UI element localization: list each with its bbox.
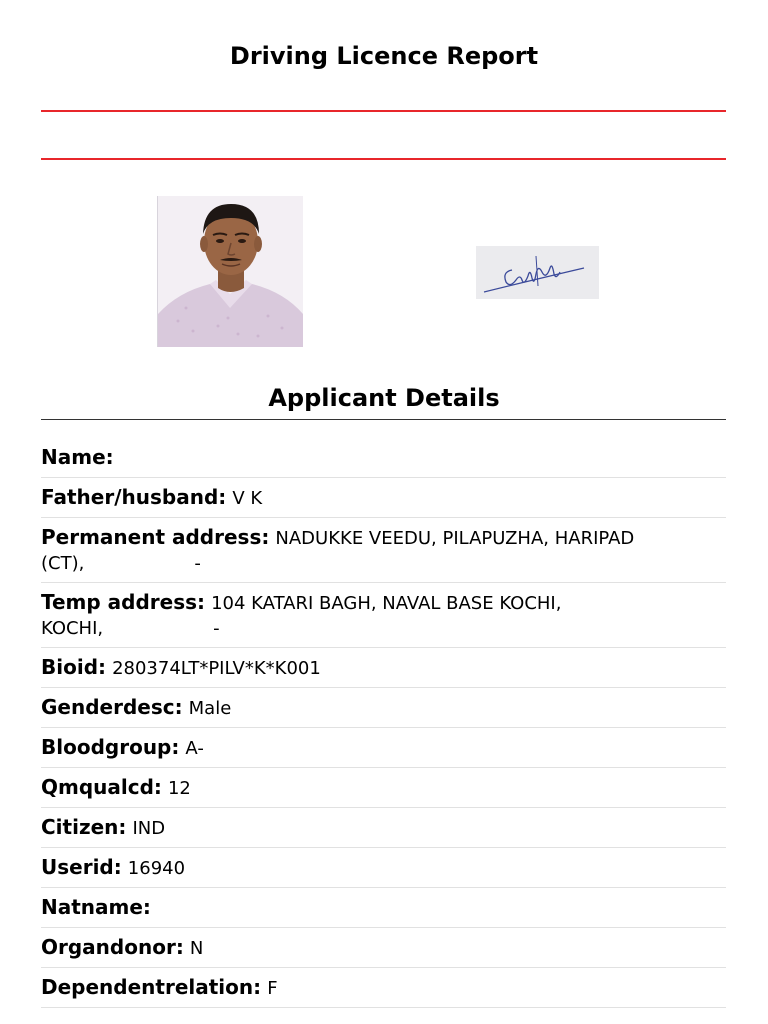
- detail-value-line2: (CT),: [41, 553, 85, 574]
- detail-label: Genderdesc:: [41, 695, 183, 719]
- detail-value: 104 KATARI BAGH, NAVAL BASE KOCHI,: [211, 593, 562, 614]
- detail-value-line2: KOCHI,: [41, 618, 104, 639]
- detail-label: Qmqualcd:: [41, 775, 162, 799]
- section-divider: [41, 419, 726, 420]
- detail-value: F: [267, 978, 278, 999]
- page-title: Driving Licence Report: [229, 42, 539, 70]
- detail-row-bloodgroup: [41, 728, 726, 768]
- detail-label: Bloodgroup:: [41, 735, 180, 759]
- detail-value: 12: [167, 778, 191, 799]
- applicant-photo: [157, 196, 303, 347]
- detail-row-genderdesc: [41, 688, 726, 728]
- detail-value: V K: [232, 488, 263, 509]
- detail-row-natname: [41, 888, 726, 928]
- detail-label: Permanent address:: [41, 525, 270, 549]
- detail-value: N: [189, 938, 204, 959]
- detail-row-bioid: [41, 648, 726, 688]
- detail-label: Dependentrelation:: [41, 975, 262, 999]
- detail-row-citizen: [41, 808, 726, 848]
- detail-row-name: [41, 438, 726, 478]
- detail-label: Temp address:: [41, 590, 206, 614]
- applicant-details-list: [41, 438, 726, 1008]
- header-rule-top: [41, 110, 726, 112]
- detail-row-userid: [41, 848, 726, 888]
- detail-row-qmqualcd: [41, 768, 726, 808]
- detail-row-permanent-address: [41, 518, 726, 583]
- detail-label: Bioid:: [41, 655, 107, 679]
- detail-row-temp-address: [41, 583, 726, 648]
- detail-row-organdonor: [41, 928, 726, 968]
- detail-row-dependentrelation: [41, 968, 726, 1008]
- detail-value: NADUKKE VEEDU, PILAPUZHA, HARIPAD: [275, 528, 635, 549]
- detail-value: A-: [185, 738, 204, 759]
- detail-value: 16940: [127, 858, 186, 879]
- detail-value: IND: [132, 818, 166, 839]
- detail-label: Citizen:: [41, 815, 127, 839]
- detail-label: Userid:: [41, 855, 122, 879]
- detail-label: Organdonor:: [41, 935, 184, 959]
- detail-value: Male: [188, 698, 232, 719]
- detail-label: Name:: [41, 445, 114, 469]
- detail-value: 280374LT*PILV*K*K001: [112, 658, 321, 679]
- applicant-signature: [476, 246, 599, 299]
- detail-value-trail: -: [213, 618, 220, 639]
- detail-label: Natname:: [41, 895, 151, 919]
- detail-value-trail: -: [194, 553, 201, 574]
- header-rule-bottom: [41, 158, 726, 160]
- detail-row-father-husband: [41, 478, 726, 518]
- section-title: Applicant Details: [268, 384, 500, 412]
- detail-label: Father/husband:: [41, 485, 227, 509]
